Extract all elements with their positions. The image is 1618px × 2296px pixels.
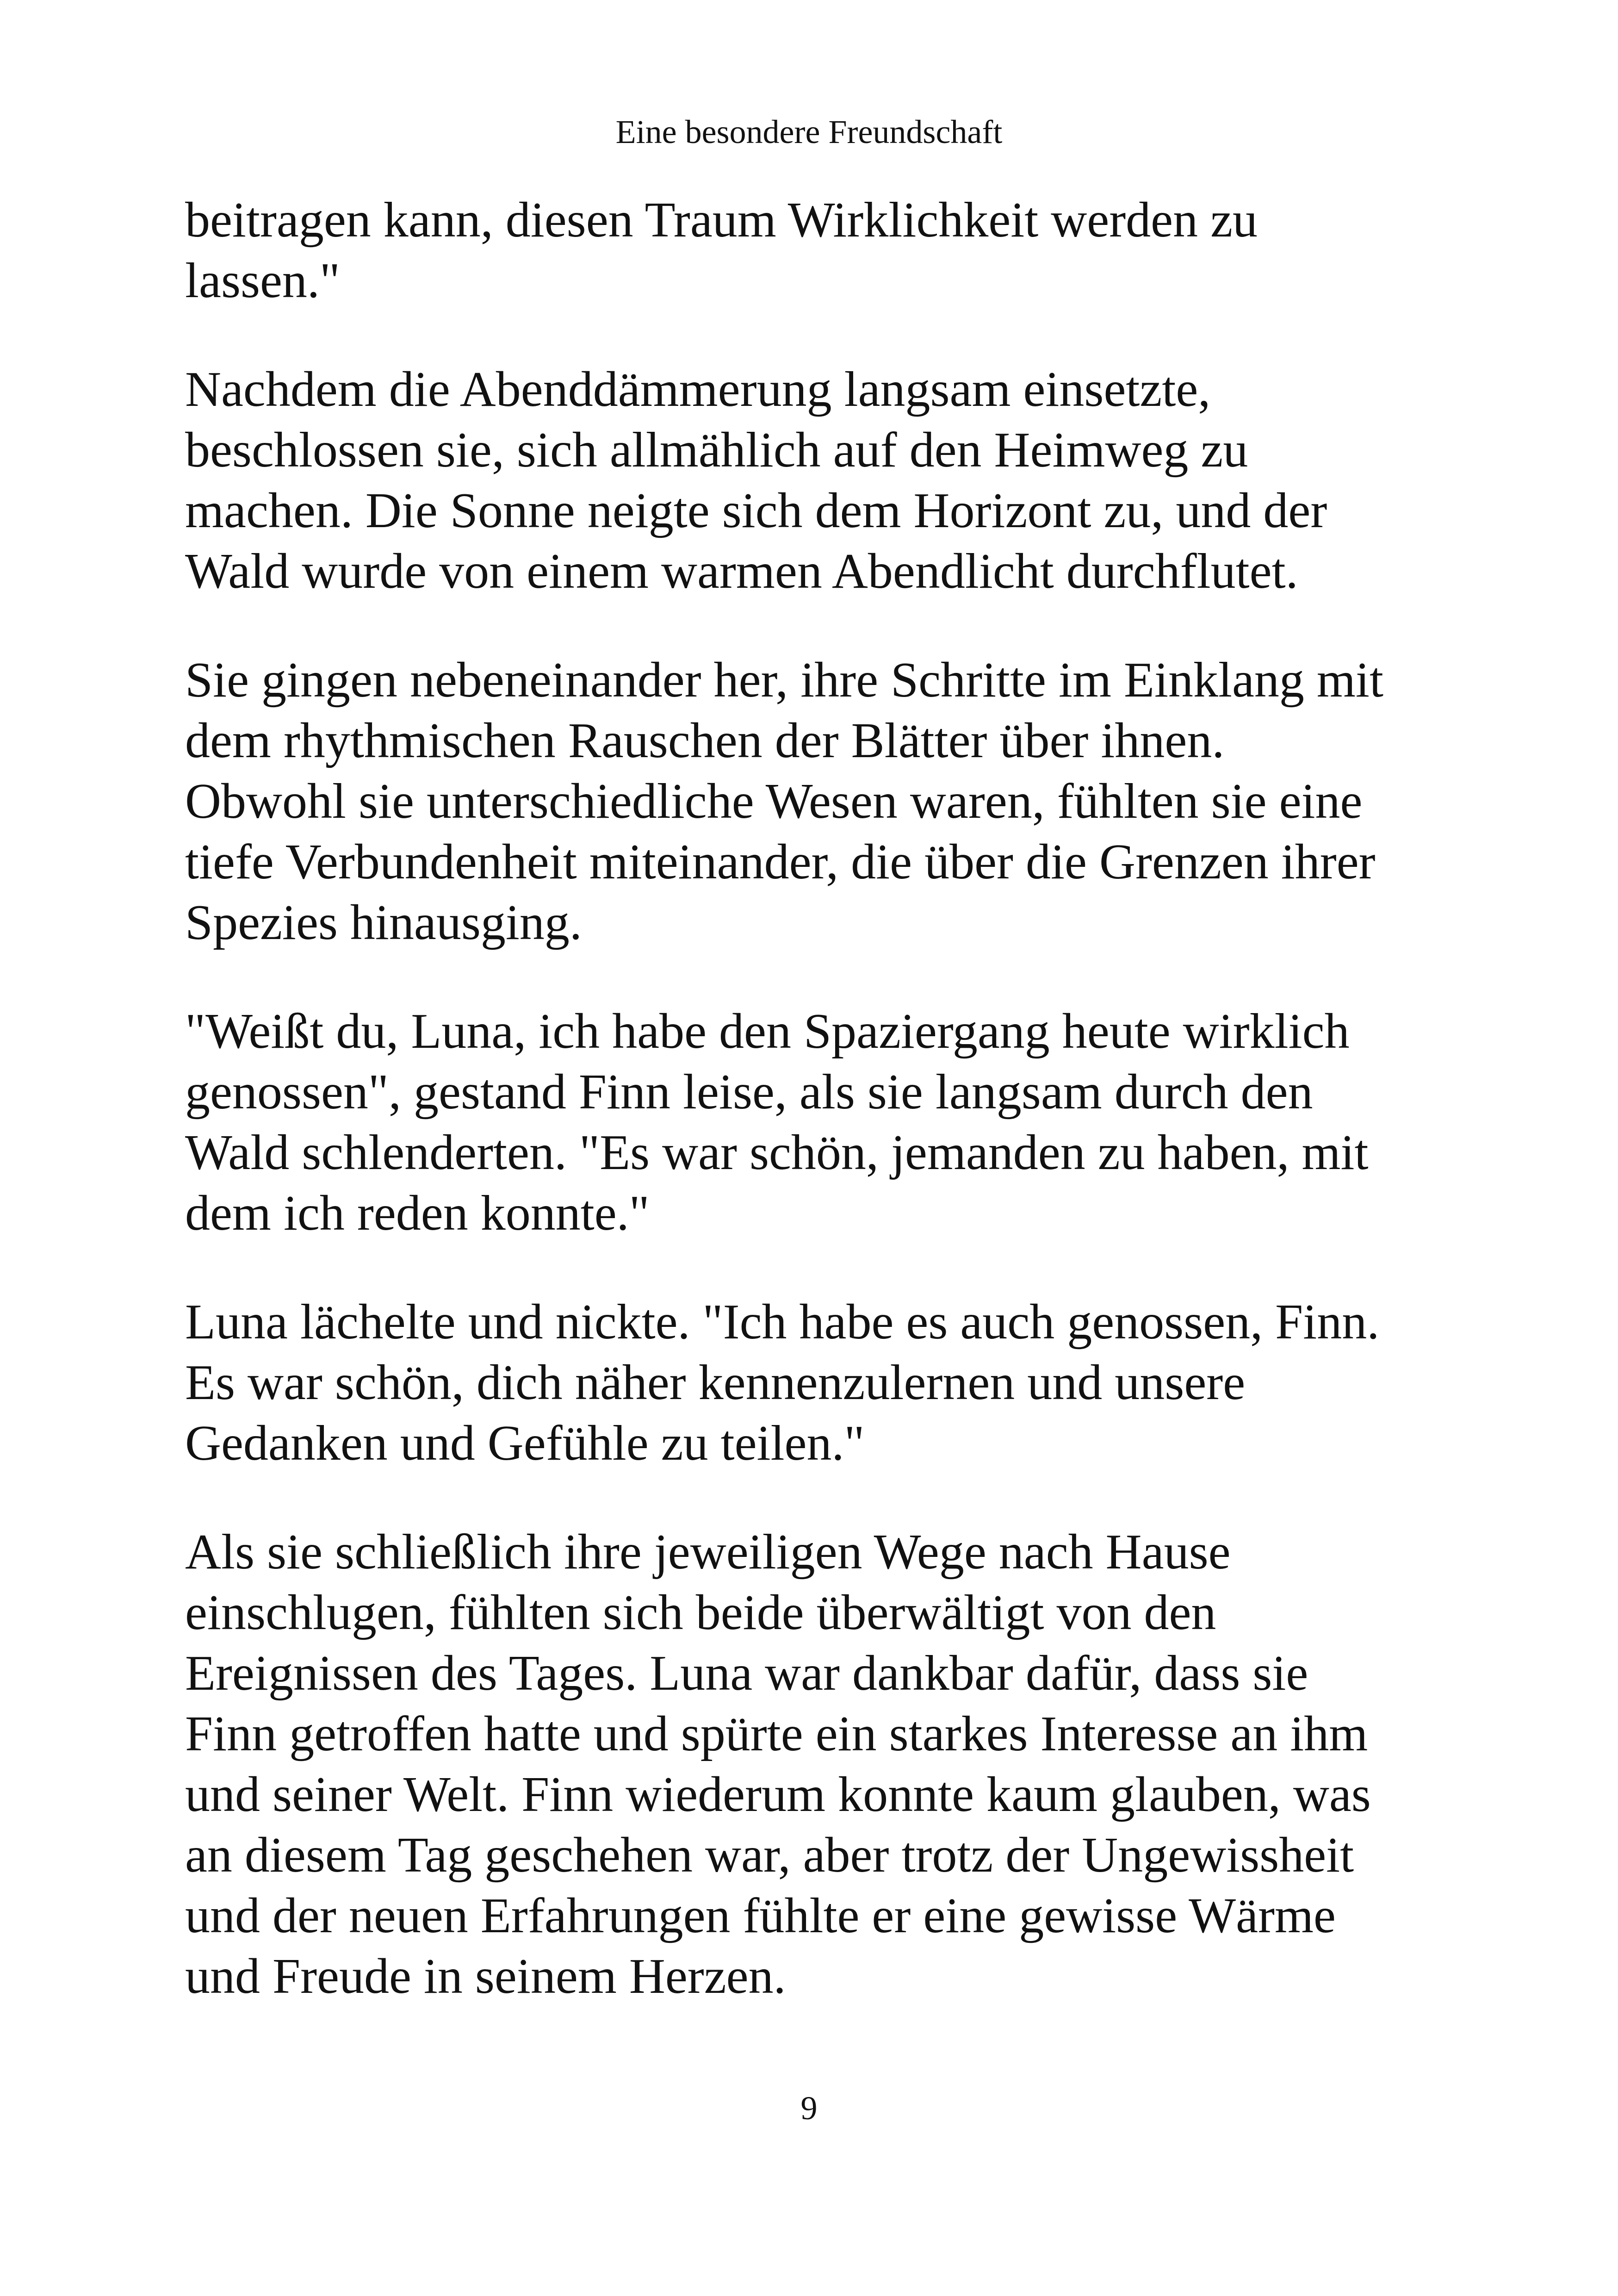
text-line: Als sie schließlich ihre jeweiligen Wege nach Hause bbox=[185, 1524, 1231, 1580]
text-line: Wald wurde von einem warmen Abendlicht durchflutet. bbox=[185, 544, 1298, 599]
text-line: Sie gingen nebeneinander her, ihre Schritte im Einklang mit bbox=[185, 653, 1383, 708]
text-line: Gedanken und Gefühle zu teilen." bbox=[185, 1416, 865, 1471]
text-line: Luna lächelte und nickte. "Ich habe es auch genossen, Finn. bbox=[185, 1294, 1380, 1350]
text-line: und Freude in seinem Herzen. bbox=[185, 1949, 786, 2004]
text-line: Finn getroffen hatte und spürte ein starkes Interesse an ihm bbox=[185, 1706, 1368, 1761]
text-line: Nachdem die Abenddämmerung langsam einsetzte, bbox=[185, 362, 1211, 417]
text-line: lassen." bbox=[185, 253, 341, 308]
text-line: Es war schön, dich näher kennenzulernen und unsere bbox=[185, 1355, 1246, 1410]
body-text bbox=[185, 190, 1471, 2055]
text-line: genossen", gestand Finn leise, als sie langsam durch den bbox=[185, 1064, 1313, 1120]
text-line: machen. Die Sonne neigte sich dem Horizont zu, und der bbox=[185, 483, 1327, 538]
paragraph bbox=[185, 1001, 1471, 1244]
text-line: beschlossen sie, sich allmählich auf den Heimweg zu bbox=[185, 423, 1248, 478]
text-line: tiefe Verbundenheit miteinander, die über die Grenzen ihrer bbox=[185, 834, 1376, 890]
page-number: 9 bbox=[800, 2090, 818, 2127]
text-line: einschlugen, fühlten sich beide überwältigt von den bbox=[185, 1585, 1216, 1640]
text-line: dem rhythmischen Rauschen der Blätter über ihnen. bbox=[185, 713, 1225, 768]
text-line: beitragen kann, diesen Traum Wirklichkeit werden zu bbox=[185, 193, 1258, 248]
text-line: Wald schlenderten. "Es war schön, jemanden zu haben, mit bbox=[185, 1125, 1369, 1180]
paragraph bbox=[185, 359, 1471, 602]
paragraph bbox=[185, 1522, 1471, 2007]
text-line: an diesem Tag geschehen war, aber trotz der Ungewissheit bbox=[185, 1828, 1354, 1883]
text-line: dem ich reden konnte." bbox=[185, 1186, 650, 1241]
text-line: "Weißt du, Luna, ich habe den Spaziergang heute wirklich bbox=[185, 1004, 1350, 1059]
paragraph bbox=[185, 190, 1471, 311]
text-line: Obwohl sie unterschiedliche Wesen waren, fühlten sie eine bbox=[185, 774, 1363, 829]
paragraph bbox=[185, 650, 1471, 953]
text-line: und seiner Welt. Finn wiederum konnte kaum glauben, was bbox=[185, 1767, 1371, 1822]
paragraph bbox=[185, 1292, 1471, 1474]
text-line: und der neuen Erfahrungen fühlte er eine gewisse Wärme bbox=[185, 1888, 1336, 1943]
text-line: Spezies hinausging. bbox=[185, 895, 582, 950]
text-line: Ereignissen des Tages. Luna war dankbar dafür, dass sie bbox=[185, 1646, 1308, 1701]
running-header: Eine besondere Freundschaft bbox=[615, 113, 1003, 150]
